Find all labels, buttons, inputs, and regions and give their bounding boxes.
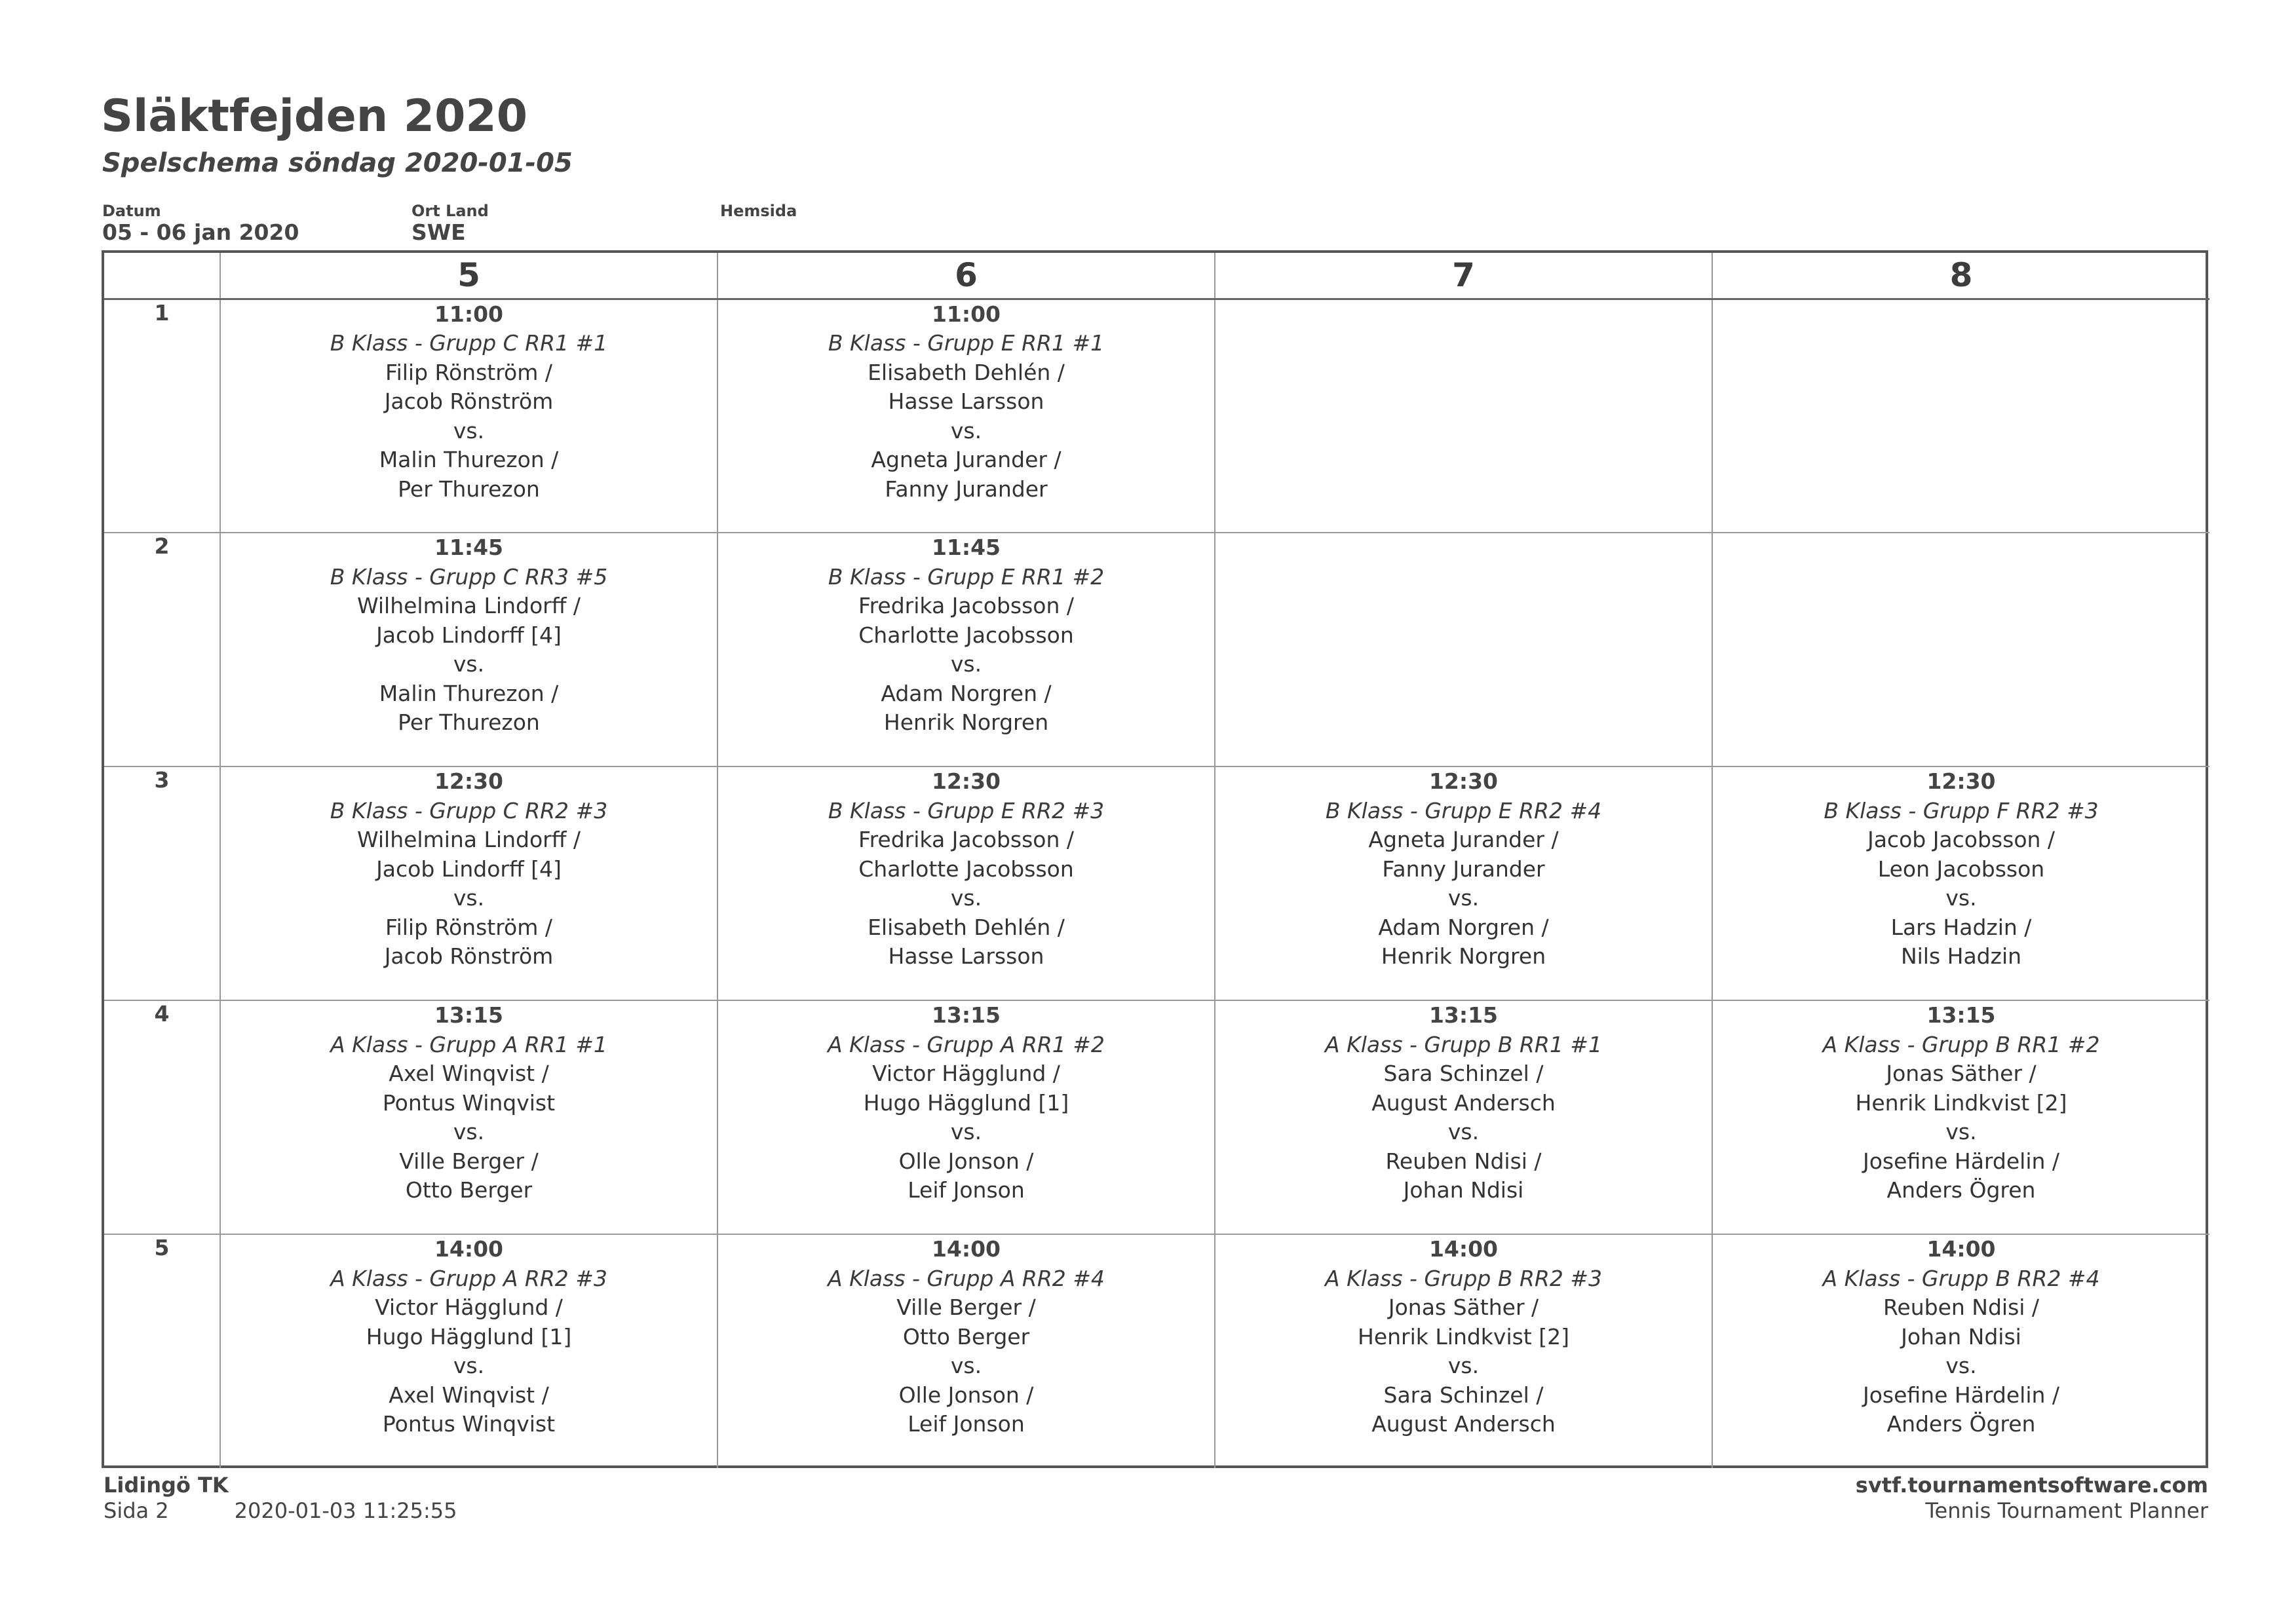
team2-player2: Fanny Jurander [885, 476, 1048, 502]
slot-index: 3 [104, 766, 220, 1000]
datum-label: Datum [102, 202, 161, 220]
site-url: svtf.tournamentsoftware.com [1855, 1473, 2208, 1498]
team2-player1: Adam Norgren / [881, 680, 1052, 706]
slot-row [104, 1234, 2210, 1468]
slot-row [104, 766, 2210, 1000]
match-cell [1215, 766, 1712, 1000]
team2-player1: Filip Rönström / [385, 914, 552, 940]
team1-player2: Fanny Jurander [1382, 856, 1545, 882]
match-cell [1215, 1234, 1712, 1468]
match-cell [1215, 299, 1712, 533]
team1-player2: Jacob Lindorff [4] [376, 856, 562, 882]
match-card [718, 533, 1214, 738]
slot-index: 5 [104, 1234, 220, 1468]
team2-player1: Josefine Härdelin / [1862, 1382, 2060, 1408]
tournament-title: Släktfejden 2020 [101, 90, 528, 142]
match-card [718, 1235, 1214, 1439]
versus-label: vs. [453, 885, 485, 911]
court-header: 8 [1712, 253, 2210, 299]
team2-player1: Olle Jonson / [898, 1382, 1034, 1408]
match-event: B Klass - Grupp E RR1 #2 [828, 563, 1105, 590]
team1-player2: Pontus Winqvist [382, 1089, 556, 1116]
team2-player2: Nils Hadzin [1900, 943, 2022, 969]
match-time: 12:30 [1428, 768, 1499, 794]
page-info [104, 1498, 457, 1524]
datum-value: 05 - 06 jan 2020 [102, 219, 299, 245]
team1-player2: Hugo Hägglund [1] [863, 1089, 1069, 1116]
team2-player2: Henrik Norgren [1381, 943, 1546, 969]
team1-player2: August Andersch [1371, 1089, 1556, 1116]
team1-player2: Johan Ndisi [1901, 1323, 2021, 1350]
team1-player1: Axel Winqvist / [389, 1061, 549, 1086]
match-time: 14:00 [1926, 1236, 1996, 1262]
match-cell [1712, 1234, 2210, 1468]
team2-player2: Henrik Norgren [883, 709, 1049, 735]
match-time: 12:30 [434, 768, 504, 794]
versus-label: vs. [1945, 885, 1977, 911]
match-time: 12:30 [931, 768, 1001, 794]
match-time: 14:00 [434, 1236, 504, 1262]
match-time: 12:30 [1926, 768, 1996, 794]
match-time: 13:15 [1926, 1002, 1996, 1028]
team2-player2: Anders Ögren [1886, 1177, 2036, 1203]
match-cell [1712, 766, 2210, 1000]
match-card [221, 300, 717, 504]
match-event: B Klass - Grupp C RR3 #5 [330, 563, 608, 590]
match-card [1713, 1235, 2210, 1439]
match-card [718, 1001, 1214, 1205]
schedule-table [104, 253, 2210, 1468]
footer-right [1856, 1473, 2208, 1524]
match-time: 14:00 [1428, 1236, 1499, 1262]
match-time: 11:45 [931, 535, 1001, 560]
team1-player2: Jacob Rönström [384, 388, 554, 414]
team2-player2: Leif Jonson [908, 1411, 1025, 1437]
match-cell [220, 766, 718, 1000]
team1-player2: Hasse Larsson [888, 388, 1044, 414]
match-event: B Klass - Grupp C RR1 #1 [330, 330, 608, 356]
meta-ort-land [411, 202, 489, 245]
match-card [221, 533, 717, 738]
match-cell [718, 533, 1215, 766]
team1-player2: Charlotte Jacobsson [858, 622, 1074, 648]
team2-player1: Adam Norgren / [1378, 914, 1549, 940]
match-card [1713, 767, 2210, 972]
club-name: Lidingö TK [104, 1473, 229, 1498]
slot-index: 4 [104, 1000, 220, 1234]
team2-player2: Otto Berger [405, 1177, 533, 1203]
match-event: A Klass - Grupp B RR1 #1 [1325, 1031, 1602, 1057]
match-cell [220, 299, 718, 533]
match-card [1215, 1235, 1712, 1439]
versus-label: vs. [1447, 1119, 1480, 1144]
team1-player1: Reuben Ndisi / [1883, 1294, 2040, 1320]
team2-player2: Hasse Larsson [888, 943, 1044, 969]
printed-timestamp: 2020-01-03 11:25:55 [234, 1498, 457, 1523]
versus-label: vs. [1447, 885, 1480, 911]
team1-player1: Jacob Jacobsson / [1867, 827, 2056, 852]
versus-label: vs. [950, 651, 982, 677]
team2-player1: Malin Thurezon / [379, 447, 559, 472]
match-cell [220, 1000, 718, 1234]
court-header-row [104, 253, 2210, 299]
match-time: 13:15 [931, 1002, 1001, 1028]
team1-player1: Victor Hägglund / [375, 1294, 563, 1320]
team2-player2: August Andersch [1371, 1411, 1556, 1437]
match-card [221, 1001, 717, 1205]
team2-player1: Lars Hadzin / [1890, 914, 2032, 940]
team1-player1: Wilhelmina Lindorff / [356, 827, 581, 852]
match-card [718, 767, 1214, 972]
team1-player2: Henrik Lindkvist [2] [1358, 1323, 1569, 1350]
match-card [1215, 1001, 1712, 1205]
match-time: 14:00 [931, 1236, 1001, 1262]
slot-index: 2 [104, 533, 220, 766]
corner-cell [104, 253, 220, 299]
slot-row [104, 1000, 2210, 1234]
match-cell [1712, 533, 2210, 766]
team1-player2: Jacob Lindorff [4] [376, 622, 562, 648]
slot-row [104, 533, 2210, 766]
team2-player1: Axel Winqvist / [389, 1382, 549, 1408]
versus-label: vs. [950, 1119, 982, 1144]
team2-player1: Olle Jonson / [898, 1148, 1034, 1174]
match-time: 13:15 [1428, 1002, 1499, 1028]
team2-player2: Pontus Winqvist [382, 1411, 556, 1437]
match-cell [1712, 1000, 2210, 1234]
match-card [718, 300, 1214, 504]
match-event: A Klass - Grupp B RR1 #2 [1822, 1031, 2100, 1057]
match-cell [220, 533, 718, 766]
court-header: 7 [1215, 253, 1712, 299]
team1-player1: Jonas Säther / [1388, 1294, 1539, 1320]
versus-label: vs. [1945, 1353, 1977, 1378]
match-event: B Klass - Grupp F RR2 #3 [1824, 797, 2099, 823]
team2-player2: Anders Ögren [1886, 1411, 2036, 1437]
team2-player1: Reuben Ndisi / [1385, 1148, 1542, 1174]
match-card [221, 767, 717, 972]
team2-player2: Johan Ndisi [1403, 1177, 1524, 1203]
versus-label: vs. [1945, 1119, 1977, 1144]
match-cell [1712, 299, 2210, 533]
team1-player1: Fredrika Jacobsson / [858, 593, 1074, 618]
team2-player1: Agneta Jurander / [871, 447, 1062, 472]
match-event: A Klass - Grupp A RR1 #1 [330, 1031, 607, 1057]
team1-player2: Otto Berger [902, 1323, 1030, 1350]
match-time: 11:45 [434, 535, 504, 560]
match-event: A Klass - Grupp A RR2 #3 [330, 1265, 607, 1291]
court-header: 6 [718, 253, 1215, 299]
schedule-grid [102, 250, 2208, 1468]
versus-label: vs. [453, 417, 485, 444]
team1-player1: Fredrika Jacobsson / [858, 827, 1074, 852]
match-cell [718, 1234, 1215, 1468]
team1-player1: Agneta Jurander / [1368, 827, 1559, 852]
match-cell [718, 766, 1215, 1000]
match-event: A Klass - Grupp A RR2 #4 [828, 1265, 1105, 1291]
team1-player1: Wilhelmina Lindorff / [356, 593, 581, 618]
versus-label: vs. [950, 1353, 982, 1378]
team2-player1: Sara Schinzel / [1383, 1382, 1544, 1408]
match-time: 11:00 [931, 301, 1001, 327]
match-card [1713, 1001, 2210, 1205]
versus-label: vs. [1447, 1353, 1480, 1378]
page-number: Sida 2 [104, 1498, 169, 1523]
match-cell [718, 299, 1215, 533]
team2-player1: Elisabeth Dehlén / [868, 914, 1065, 940]
team1-player2: Henrik Lindkvist [2] [1855, 1089, 2067, 1116]
footer-left [104, 1473, 457, 1524]
schedule-subtitle: Spelschema söndag 2020-01-05 [102, 148, 573, 178]
versus-label: vs. [453, 1353, 485, 1378]
match-event: B Klass - Grupp E RR2 #3 [828, 797, 1105, 823]
team2-player1: Ville Berger / [399, 1148, 539, 1174]
match-card [1215, 767, 1712, 972]
court-header: 5 [220, 253, 718, 299]
team1-player1: Victor Hägglund / [872, 1061, 1060, 1086]
meta-hemsida [720, 202, 797, 220]
team1-player2: Charlotte Jacobsson [858, 856, 1074, 882]
team2-player2: Per Thurezon [398, 476, 540, 502]
versus-label: vs. [950, 417, 982, 444]
team2-player2: Leif Jonson [908, 1177, 1025, 1203]
team2-player2: Jacob Rönström [384, 943, 554, 969]
ort-land-label: Ort Land [411, 202, 489, 220]
match-event: B Klass - Grupp E RR2 #4 [1325, 797, 1602, 823]
planner-name: Tennis Tournament Planner [1925, 1498, 2208, 1523]
match-event: A Klass - Grupp B RR2 #4 [1822, 1265, 2100, 1291]
match-event: A Klass - Grupp B RR2 #3 [1325, 1265, 1602, 1291]
team1-player1: Jonas Säther / [1886, 1061, 2037, 1086]
team1-player2: Leon Jacobsson [1877, 856, 2045, 882]
match-cell [1215, 533, 1712, 766]
match-cell [718, 1000, 1215, 1234]
team2-player1: Malin Thurezon / [379, 680, 559, 706]
versus-label: vs. [950, 885, 982, 911]
team1-player1: Sara Schinzel / [1383, 1061, 1544, 1086]
match-cell [220, 1234, 718, 1468]
match-event: B Klass - Grupp E RR1 #1 [828, 330, 1105, 356]
match-time: 11:00 [434, 301, 504, 327]
meta-datum [102, 202, 299, 245]
match-event: A Klass - Grupp A RR1 #2 [828, 1031, 1105, 1057]
team1-player2: Hugo Hägglund [1] [366, 1323, 572, 1350]
ort-land-value: SWE [411, 219, 466, 245]
hemsida-label: Hemsida [720, 202, 797, 220]
match-card [221, 1235, 717, 1439]
slot-row [104, 299, 2210, 533]
match-time: 13:15 [434, 1002, 504, 1028]
team2-player1: Josefine Härdelin / [1862, 1148, 2060, 1174]
team1-player1: Elisabeth Dehlén / [868, 359, 1065, 385]
team2-player2: Per Thurezon [398, 709, 540, 735]
versus-label: vs. [453, 1119, 485, 1144]
match-cell [1215, 1000, 1712, 1234]
match-event: B Klass - Grupp C RR2 #3 [330, 797, 608, 823]
team1-player1: Filip Rönström / [385, 359, 552, 385]
slot-index: 1 [104, 299, 220, 533]
team1-player1: Ville Berger / [896, 1294, 1036, 1320]
versus-label: vs. [453, 651, 485, 677]
